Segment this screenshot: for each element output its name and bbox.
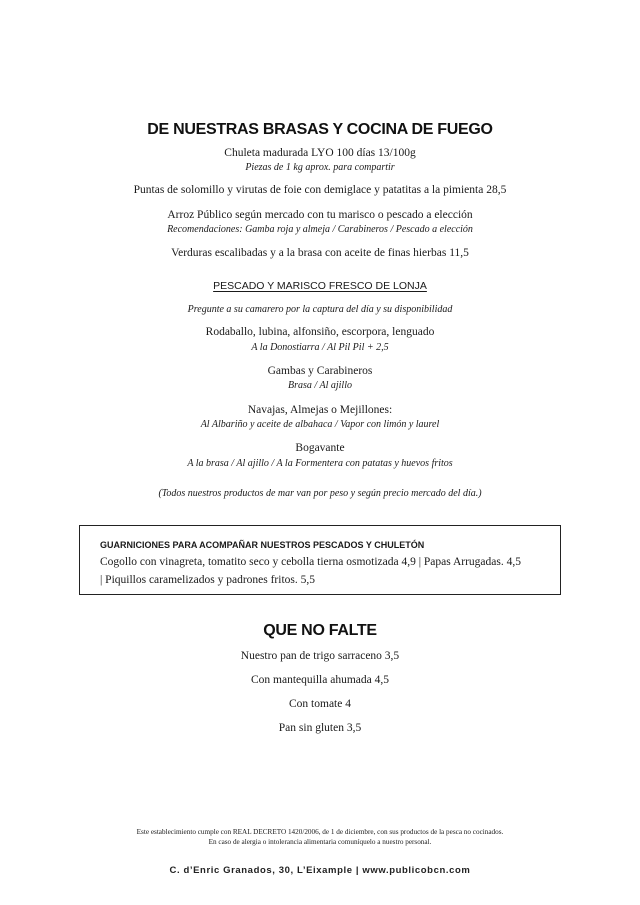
guarniciones-box: [79, 525, 561, 595]
no-falte-item-tomate: Con tomate 4: [289, 698, 351, 710]
menu-item-arroz-note: Recomendaciones: Gamba roja y almeja / Carabineros / Pescado a elección: [167, 224, 473, 235]
menu-item-chuleta-note: Piezas de 1 kg aprox. para compartir: [245, 162, 395, 173]
menu-item-solomillo: Puntas de solomillo y virutas de foie con demiglace y patatitas a la pimienta 28,5: [133, 184, 507, 196]
guarniciones-line-2: | Piquillos caramelizados y padrones fritos. 5,5: [100, 574, 316, 586]
guarniciones-line-1: Cogollo con vinagreta, tomatito seco y cebolla tierna osmotizada 4,9 | Papas Arrugadas. 4,5: [100, 556, 521, 568]
legal-line-2: En caso de alergia o intolerancia alimentaria comuníquelo a nuestro personal.: [208, 838, 432, 846]
menu-item-verduras: Verduras escalibadas y a la brasa con aceite de finas hierbas 11,5: [171, 247, 469, 259]
lonja-intro: Pregunte a su camarero por la captura del día y su disponibilidad: [187, 304, 453, 315]
menu-item-gambas: Gambas y Carabineros: [267, 365, 373, 377]
menu-item-gambas-note: Brasa / Al ajillo: [288, 380, 352, 391]
section-title-brasas: DE NUESTRAS BRASAS Y COCINA DE FUEGO: [147, 121, 493, 138]
lonja-disclaimer: (Todos nuestros productos de mar van por peso y según precio mercado del día.): [158, 488, 482, 499]
menu-item-pescados: Rodaballo, lubina, alfonsiño, escorpora, lenguado: [205, 326, 435, 338]
menu-item-chuleta: Chuleta madurada LYO 100 días 13/100g: [224, 147, 416, 159]
menu-item-pescados-note: A la Donostiarra / Al Pil Pil + 2,5: [251, 342, 389, 353]
section-title-lonja: PESCADO Y MARISCO FRESCO DE LONJA: [213, 280, 427, 292]
no-falte-item-sin-gluten: Pan sin gluten 3,5: [278, 722, 362, 734]
section-title-no-falte: QUE NO FALTE: [263, 622, 377, 639]
no-falte-item-pan: Nuestro pan de trigo sarraceno 3,5: [240, 650, 400, 662]
no-falte-item-mantequilla: Con mantequilla ahumada 4,5: [251, 674, 389, 686]
guarniciones-title: GUARNICIONES PARA ACOMPAÑAR NUESTROS PESCADOS Y CHULETÓN: [100, 540, 425, 550]
menu-item-navajas: Navajas, Almejas o Mejillones:: [247, 404, 393, 416]
footer-address: C. d’Enric Granados, 30, L’Eixample | www.publicobcn.com: [169, 865, 471, 876]
menu-item-bogavante-note: A la brasa / Al ajillo / A la Formentera con patatas y huevos fritos: [187, 458, 453, 469]
menu-item-navajas-note: Al Albariño y aceite de albahaca / Vapor con limón y laurel: [200, 419, 440, 430]
legal-line-1: Este establecimiento cumple con REAL DECRETO 1420/2006, de 1 de diciembre, con sus productos de la pesca no cocinados.: [136, 828, 504, 836]
menu-item-bogavante: Bogavante: [295, 442, 345, 454]
menu-item-arroz: Arroz Público según mercado con tu marisco o pescado a elección: [167, 209, 473, 221]
